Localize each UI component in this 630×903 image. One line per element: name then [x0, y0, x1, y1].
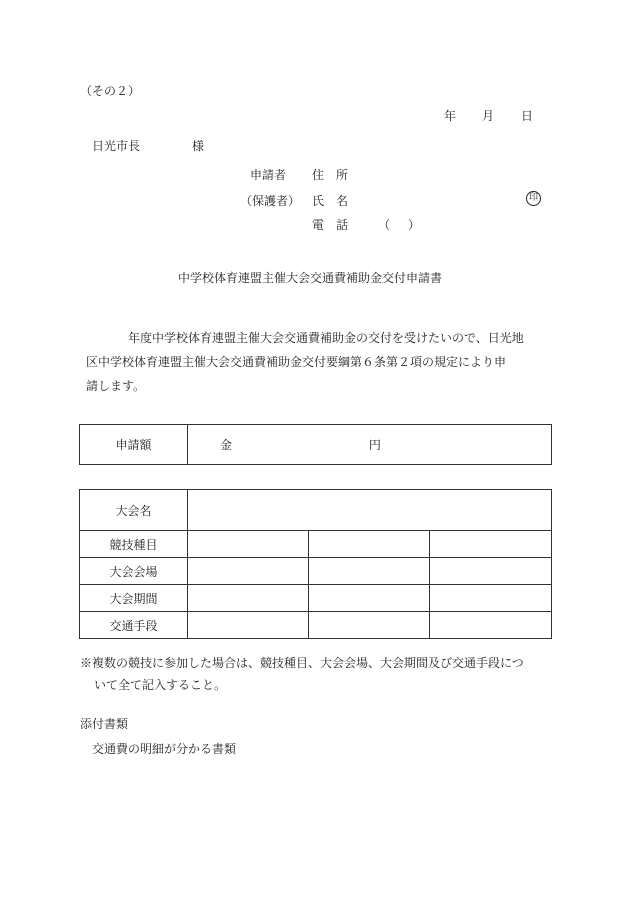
- seal-mark: 印: [526, 191, 541, 206]
- note-line-2: いて全て記入すること。: [94, 678, 227, 692]
- event-type-cell[interactable]: [309, 531, 430, 558]
- date-month: 月: [482, 109, 495, 123]
- attachments-item: 交通費の明細が分かる書類: [92, 742, 237, 756]
- address-label: 住 所: [312, 168, 349, 182]
- recipient-name: 日光市長: [92, 139, 141, 153]
- document-title: 中学校体育連盟主催大会交通費補助金交付申請書: [178, 271, 443, 285]
- body-line-2: 区中学校体育連盟主催大会交通費補助金交付要綱第６条第２項の規定により申: [86, 355, 507, 369]
- name-label: 氏 名: [312, 194, 349, 208]
- guardian-label: （保護者）: [240, 194, 301, 208]
- date-day: 日: [521, 109, 534, 123]
- amount-value-cell[interactable]: [188, 425, 552, 465]
- phone-label: 電 話: [312, 218, 349, 232]
- body-line-3: 請します。: [86, 379, 146, 393]
- transport-cell[interactable]: [430, 612, 552, 639]
- phone-paren-close: ）: [408, 218, 421, 232]
- event-type-cell[interactable]: [188, 531, 309, 558]
- form-number: （その２）: [80, 84, 141, 98]
- event-type-label: 競技種目: [80, 531, 188, 558]
- venue-cell[interactable]: [430, 558, 552, 585]
- date-year: 年: [444, 109, 457, 123]
- attachments-heading: 添付書類: [80, 717, 129, 731]
- transport-cell[interactable]: [309, 612, 430, 639]
- period-cell[interactable]: [188, 585, 309, 612]
- event-info-table: [79, 489, 552, 639]
- body-paragraph: [86, 326, 552, 398]
- amount-table: [79, 424, 552, 465]
- period-cell[interactable]: [430, 585, 552, 612]
- amount-unit: 円: [368, 438, 381, 452]
- amount-prefix: 金: [220, 438, 233, 452]
- event-name-label: 大会名: [80, 490, 188, 531]
- body-line-1: 年度中学校体育連盟主催大会交通費補助金の交付を受けたいので、日光地: [128, 331, 524, 345]
- recipient-honorific: 様: [192, 139, 205, 153]
- applicant-label: 申請者: [250, 168, 287, 182]
- period-label: 大会期間: [80, 585, 188, 612]
- venue-cell[interactable]: [309, 558, 430, 585]
- period-cell[interactable]: [309, 585, 430, 612]
- event-name-cell[interactable]: [188, 490, 552, 531]
- note: [80, 652, 560, 696]
- transport-cell[interactable]: [188, 612, 309, 639]
- amount-label: 申請額: [80, 425, 188, 465]
- event-type-cell[interactable]: [430, 531, 552, 558]
- venue-cell[interactable]: [188, 558, 309, 585]
- venue-label: 大会会場: [80, 558, 188, 585]
- note-line-1: ※複数の競技に参加した場合は、競技種目、大会会場、大会期間及び交通手段につ: [80, 656, 524, 670]
- transport-label: 交通手段: [80, 612, 188, 639]
- phone-paren-open: （: [378, 218, 391, 232]
